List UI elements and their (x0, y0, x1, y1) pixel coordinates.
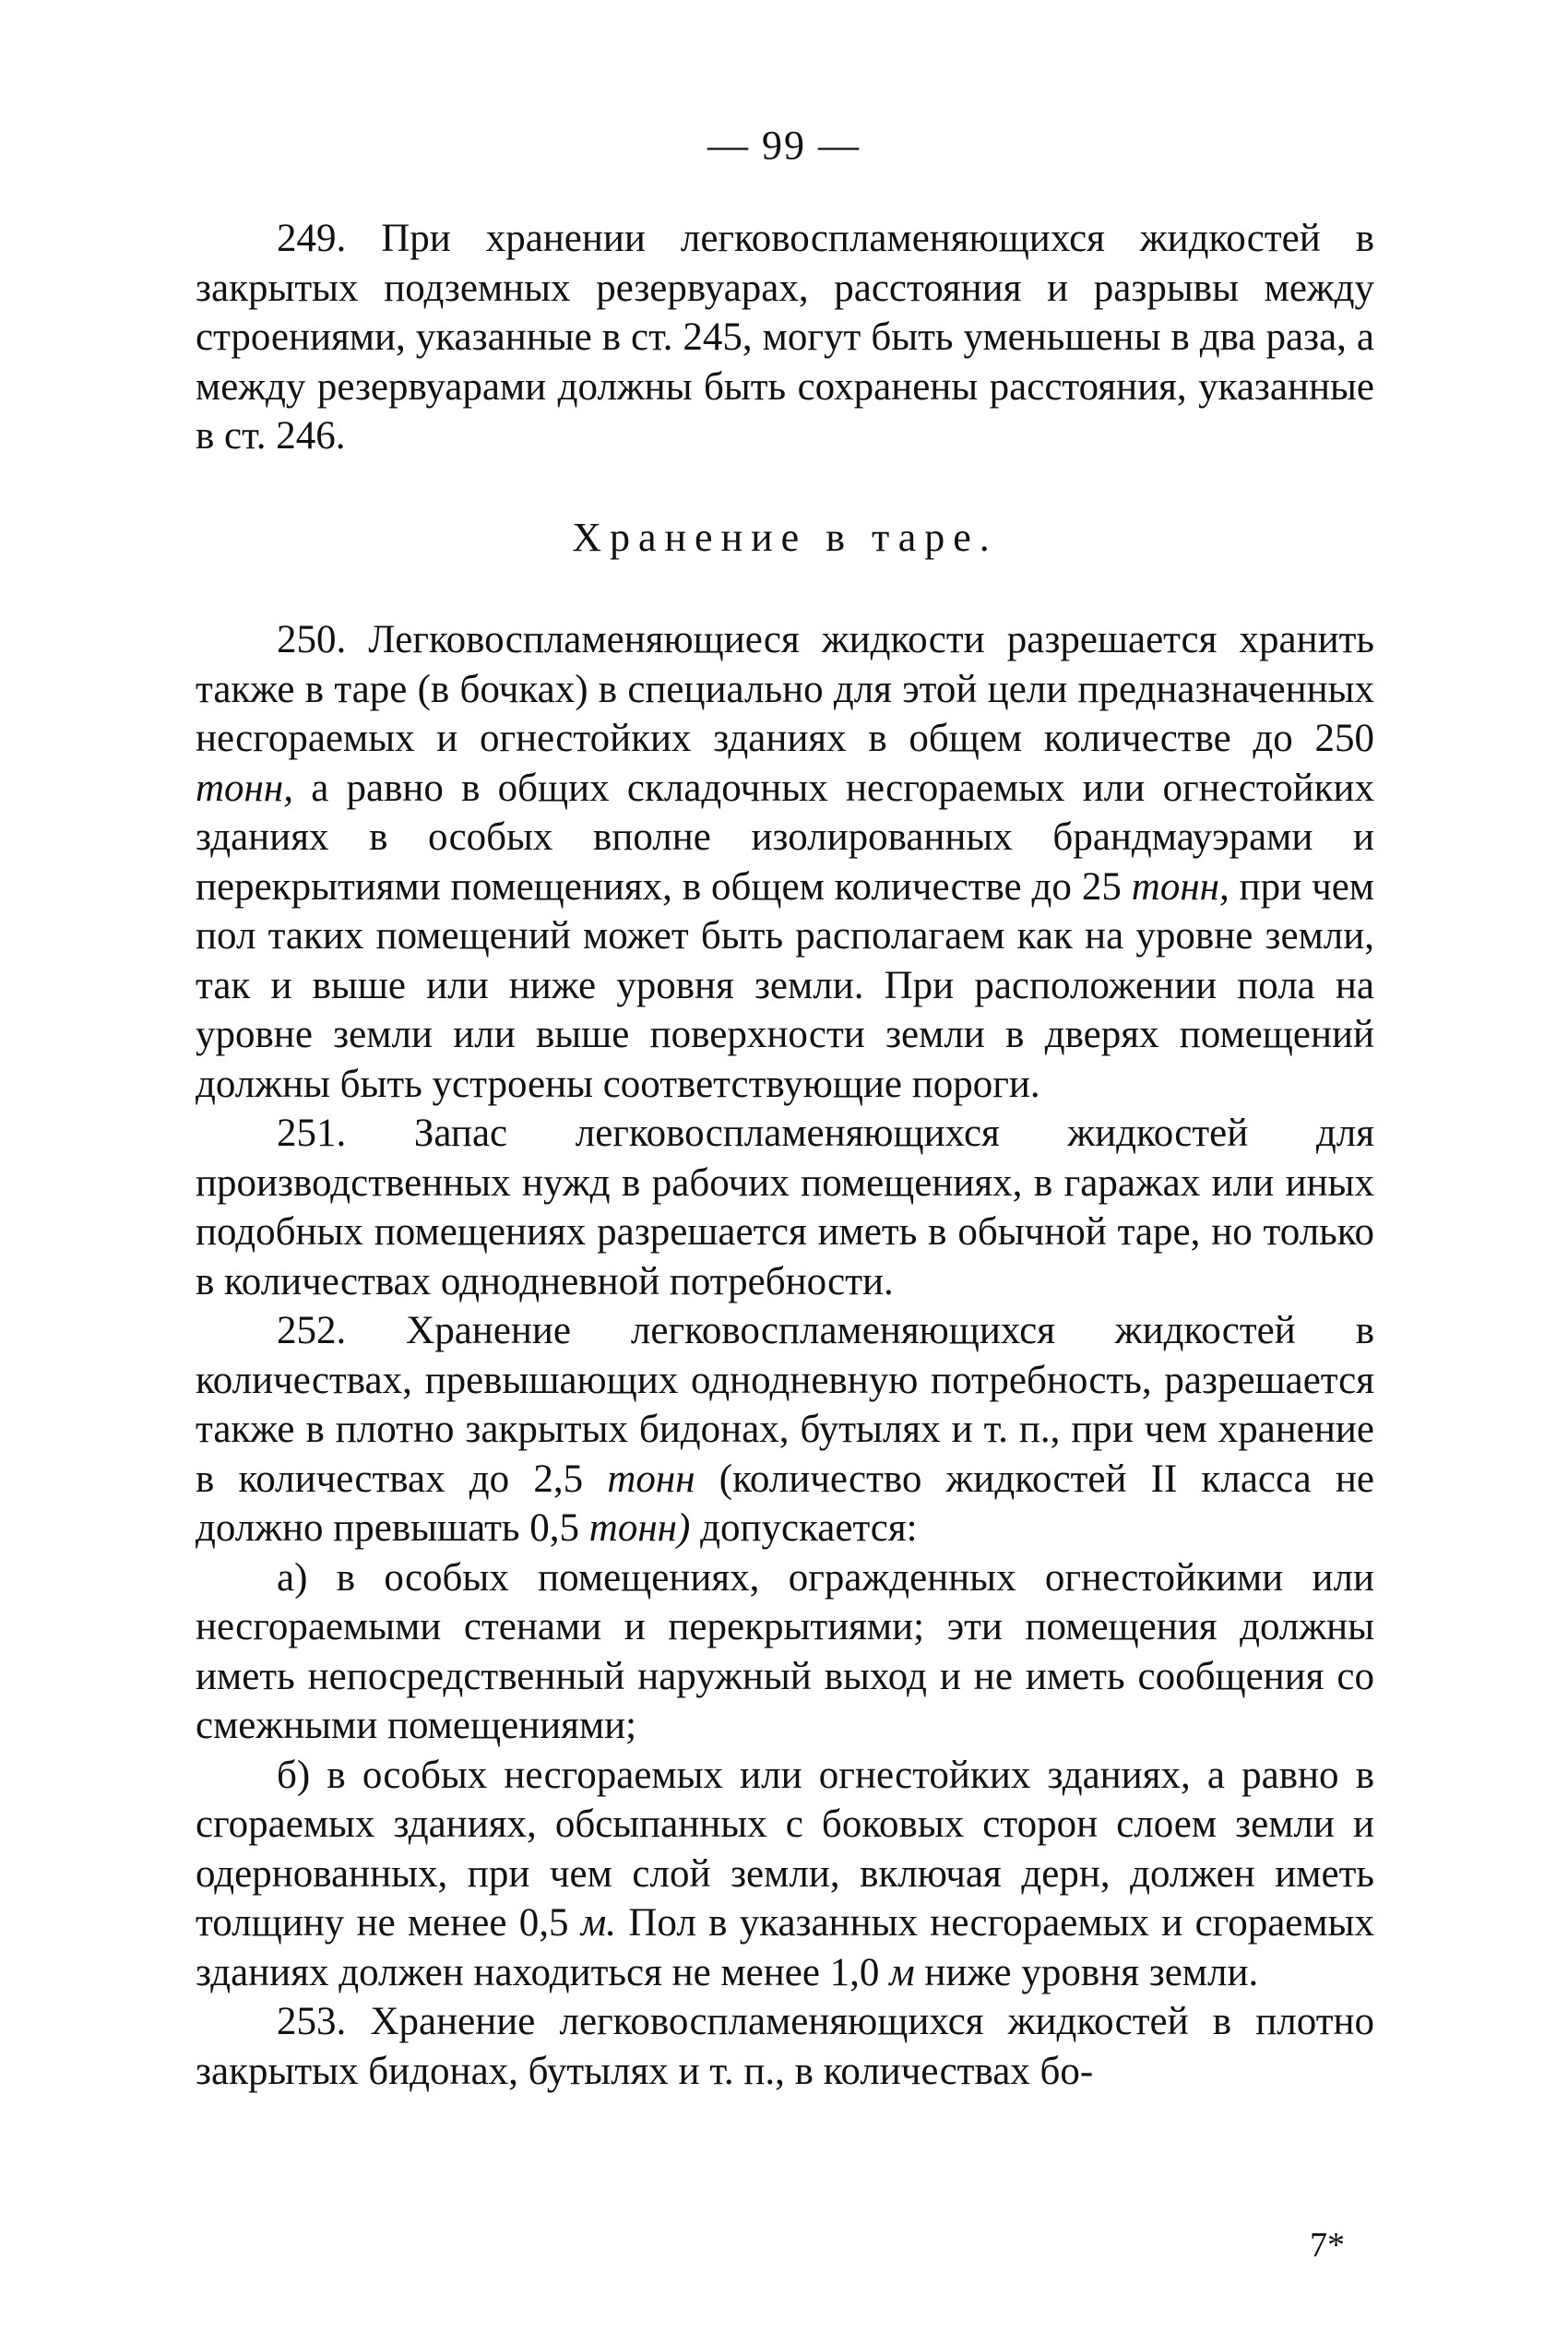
paragraph-number: 252. (277, 1309, 347, 1352)
paragraph-number: 251. (277, 1112, 347, 1155)
paragraph-text: при чем пол таких помещений может быть располагаем как на уровне земли, так и выше или ниже уровня земли. При расположении пола на уровне земли или выше поверхности земли в дверях помещений должны быть устроены соответствующие пороги. (196, 864, 1375, 1106)
section-heading: Хранение в таре. (572, 514, 998, 560)
list-item-a: а) в особых помещениях, огражденных огнестойкими или несгораемыми стенами и перекрытиями; эти помещения должны иметь непосредственный наружный выход и не иметь сообщения со смежными помещениями; (196, 1555, 1374, 1747)
unit-text: м. (580, 1901, 617, 1945)
unit-text: тонн) (588, 1506, 691, 1550)
list-item-text: Пол в указанных несгораемых и сгораемых зданиях должен находиться не менее 1,0 (196, 1901, 1374, 1994)
paragraph-text: При хранении легковоспламеняющихся жидкостей в закрытых подземных резервуарах, расстояния и разрывы между строениями, указанные в ст. 245, могут быть уменьшены в два раза, а между резервуарами должны быть сохранены расстояния, указанные в ст. 246. (196, 217, 1374, 458)
page-number: — 99 — (707, 123, 861, 168)
paragraph-text: допускается: (700, 1506, 918, 1550)
unit-text: тонн, (196, 766, 293, 810)
paragraph-250 (196, 615, 1374, 1109)
paragraph-text: Хранение легковоспламеняющихся жидкостей в количествах, превышающих однодневную потребность, разрешается также в плотно закрытых бидонах, бутылях и т. п., при чем хранение в количествах до 2,5 (196, 1309, 1374, 1501)
list-item-text: б) в особых несгораемых или огнестойких зданиях, а равно в сгораемых зданиях, обсыпанных с боковых сторон слоем земли и одернованных, при чем слой земли, включая дерн, должен иметь толщину не менее 0,5 (196, 1753, 1374, 1945)
signature-mark: 7* (1310, 2226, 1345, 2265)
list-item-b (196, 1751, 1374, 1998)
unit-text: тонн (607, 1457, 695, 1501)
paragraph-252 (196, 1306, 1374, 1553)
paragraph-253 (196, 1997, 1374, 2096)
paragraph-text: Хранение легковоспламеняющихся жидкостей в плотно закрытых бидонах, бутылях и т. п., в количествах бо- (196, 2000, 1375, 2093)
paragraph-number: 250. (277, 618, 347, 661)
body-text (196, 214, 1374, 2096)
paragraph-text: (количество жидкостей II класса не должно превышать 0,5 (196, 1457, 1375, 1550)
paragraph-249 (196, 214, 1374, 461)
paragraph-text: Запас легковоспламеняющихся жидкостей для производственных нужд в рабочих помещениях, в гаражах или иных подобных помещениях разрешается иметь в обычной таре, но только в количествах однодневной потребности. (196, 1112, 1375, 1303)
paragraph-number: 249. (277, 217, 347, 260)
paragraph-251 (196, 1109, 1374, 1306)
paragraph-text: а равно в общих складочных несгораемых или огнестойких зданиях в особых вполне изолированных брандмауэрами и перекрытиями помещениях, в общем количестве до 25 (196, 766, 1374, 909)
unit-text: м (889, 1950, 915, 1994)
paragraph-number: 253. (277, 2000, 347, 2043)
list-item-text: ниже уровня земли. (924, 1950, 1259, 1994)
paragraph-text: Легковоспламеняющиеся жидкости разрешается хранить также в таре (в бочках) в специально для этой цели предназначенных несгораемых и огнестойких зданиях в общем количестве до 250 (196, 618, 1374, 760)
unit-text: тонн, (1131, 864, 1229, 909)
